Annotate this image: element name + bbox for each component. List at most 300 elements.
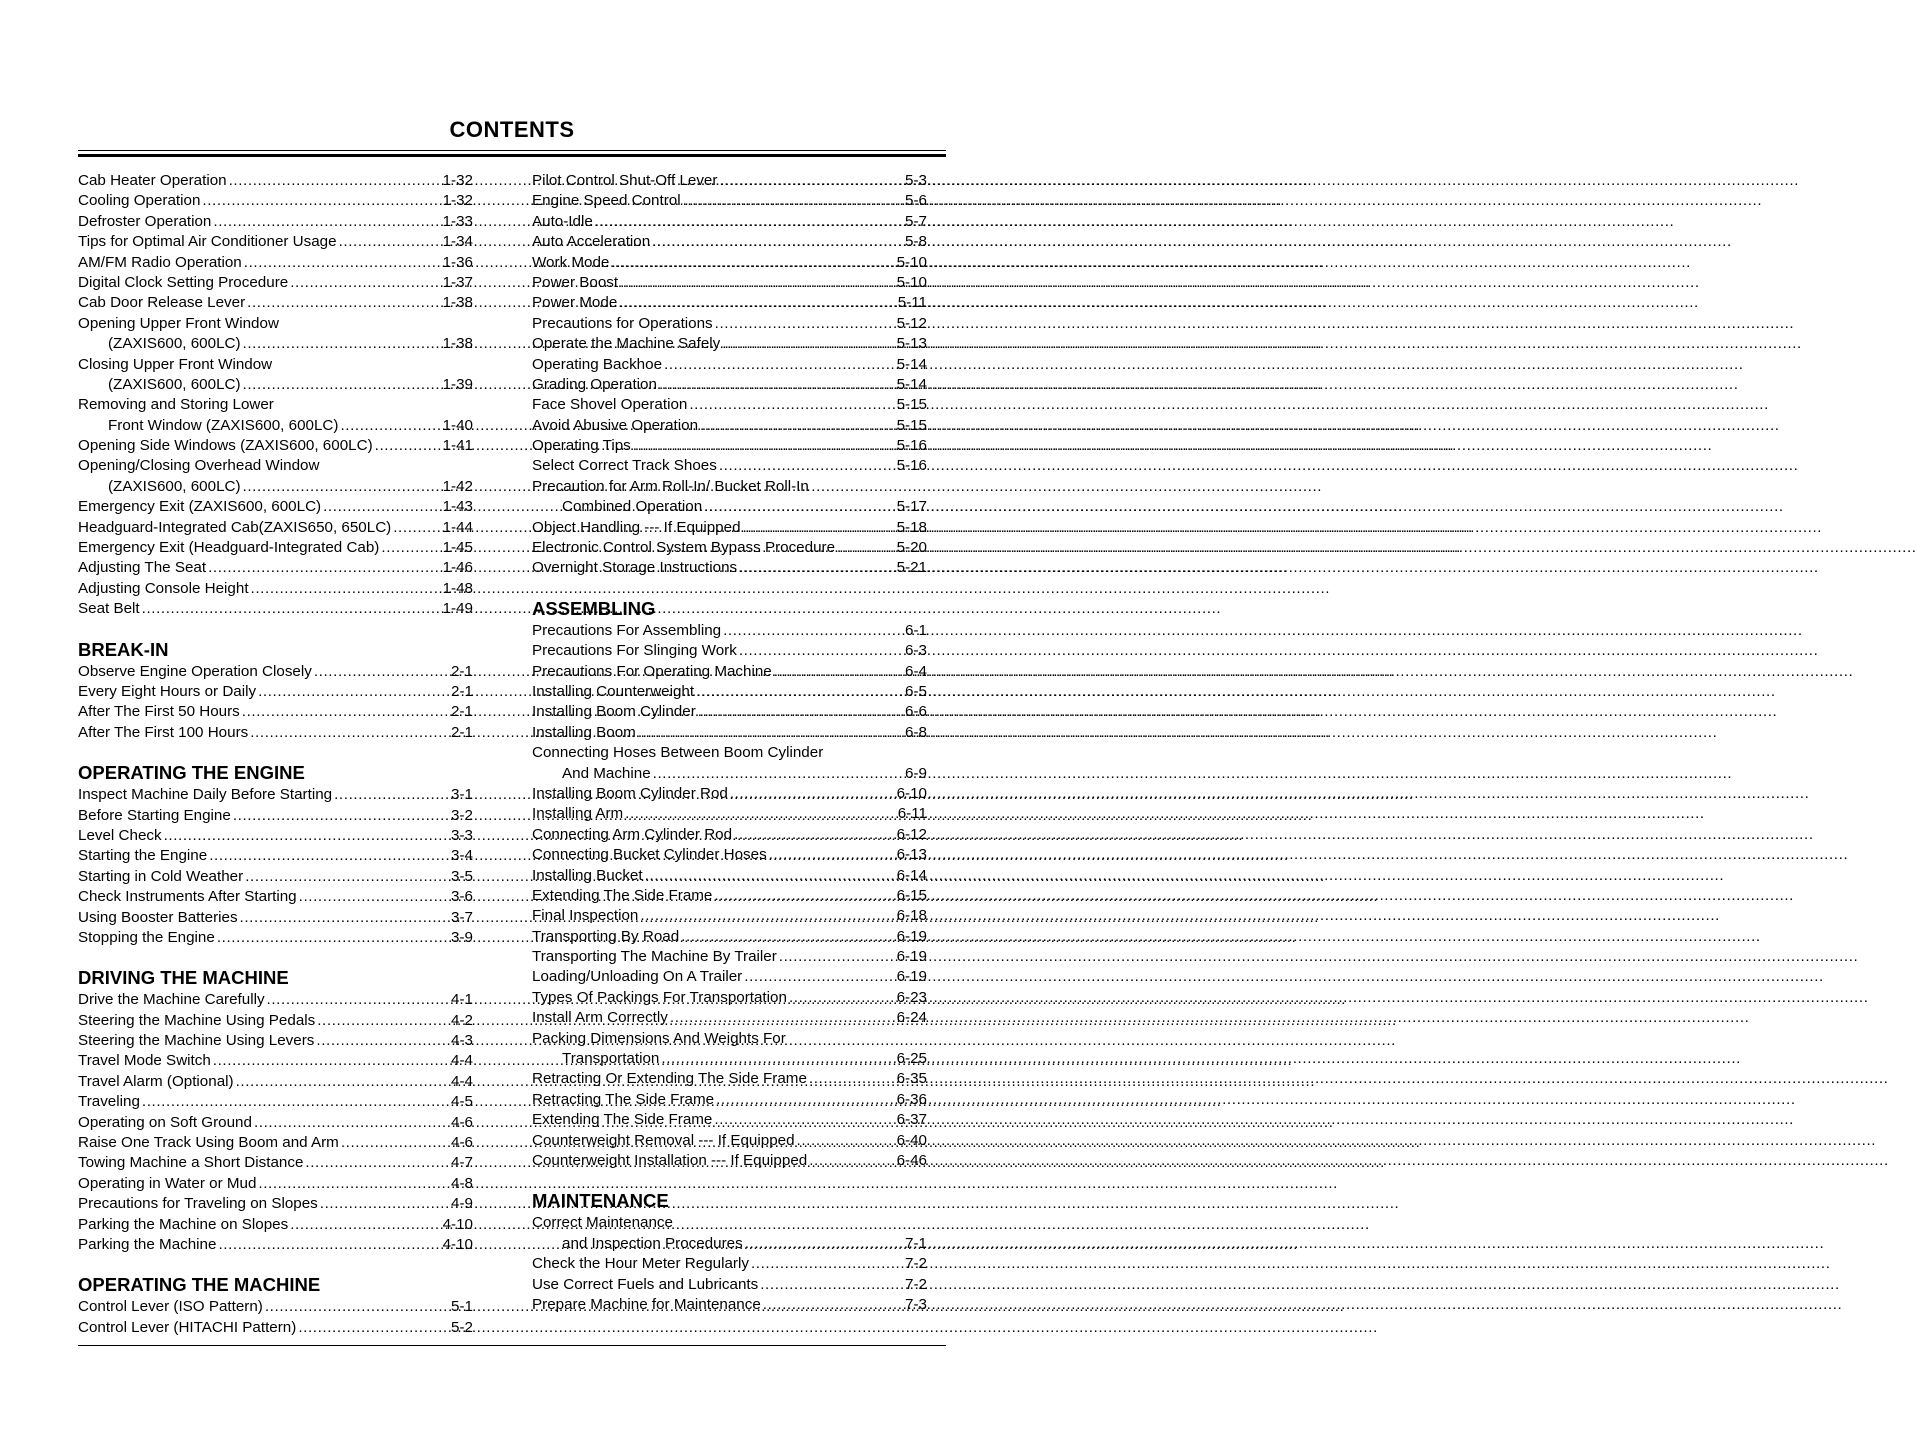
section-heading: DRIVING THE MACHINE <box>78 967 289 989</box>
toc-entry-title: Observe Engine Operation Closely <box>78 662 312 680</box>
toc-entry[interactable] <box>78 1072 473 1092</box>
toc-entry[interactable] <box>532 1131 927 1151</box>
dot-leader <box>739 641 903 661</box>
toc-entry[interactable] <box>78 785 473 805</box>
dot-leader <box>305 1153 449 1173</box>
toc-entry[interactable] <box>532 293 927 313</box>
toc-entry-title: Loading/Unloading On A Trailer <box>532 968 743 986</box>
dot-leader <box>240 908 450 928</box>
toc-entry-page: 5-15 <box>896 396 927 414</box>
toc-entry-title: Inspect Machine Daily Before Starting <box>78 786 333 804</box>
toc-entry-page: 5-20 <box>896 539 927 557</box>
toc-entry-title: (ZAXIS600, 600LC) <box>108 335 241 353</box>
dot-leader <box>715 314 895 334</box>
toc-left-column <box>78 171 473 1338</box>
dot-leader <box>719 171 903 191</box>
toc-entry[interactable] <box>532 702 927 722</box>
dot-leader <box>763 1295 903 1315</box>
dot-leader <box>653 764 903 784</box>
toc-entry-page: 1-33 <box>442 212 473 230</box>
toc-entry-title: Control Lever (ISO Pattern) <box>78 1298 263 1316</box>
toc-entry[interactable] <box>532 416 927 436</box>
toc-entry[interactable] <box>532 191 927 211</box>
dot-leader <box>242 702 449 722</box>
toc-entry-page: 5-13 <box>896 335 927 353</box>
toc-entry[interactable] <box>78 1092 473 1112</box>
toc-entry[interactable] <box>78 497 473 517</box>
toc-entry[interactable] <box>532 518 927 538</box>
toc-entry[interactable] <box>532 1090 927 1110</box>
toc-entry[interactable] <box>532 497 927 517</box>
dot-leader <box>722 334 894 354</box>
toc-entry[interactable] <box>78 1031 473 1051</box>
toc-entry[interactable] <box>532 662 927 682</box>
dot-leader <box>611 253 894 273</box>
toc-entry-page: 4-2 <box>451 1011 473 1029</box>
toc-entry-title: Towing Machine a Short Distance <box>78 1154 304 1172</box>
toc-entry-title-line: Closing Upper Front Window <box>78 355 273 373</box>
toc-entry-title: Work Mode <box>532 253 610 271</box>
toc-entry[interactable] <box>78 826 473 846</box>
toc-entry[interactable] <box>532 1254 927 1274</box>
toc-entry-title: Install Arm Correctly <box>532 1009 668 1027</box>
toc-entry-title: Digital Clock Setting Procedure <box>78 273 289 291</box>
dot-leader <box>299 887 449 907</box>
toc-entry-page: 5-17 <box>896 498 927 516</box>
toc-entry[interactable] <box>78 702 473 722</box>
toc-entry-page: 3-4 <box>451 847 473 865</box>
toc-entry[interactable] <box>78 293 473 313</box>
toc-entry-page: 4-7 <box>451 1154 473 1172</box>
toc-entry[interactable] <box>78 1318 473 1338</box>
toc-entry-page: 5-16 <box>896 457 927 475</box>
toc-entry[interactable] <box>78 273 473 293</box>
dot-leader <box>290 273 440 293</box>
toc-entry-title: Avoid Abusive Operation <box>532 416 699 434</box>
toc-entry-page: 1-41 <box>442 437 473 455</box>
toc-entry[interactable] <box>532 334 927 354</box>
toc-entry-title: Operating in Water or Mud <box>78 1174 257 1192</box>
toc-entry-title: and Inspection Procedures <box>562 1234 743 1252</box>
toc-entry-page: 1-49 <box>442 600 473 618</box>
toc-entry[interactable] <box>78 1011 473 1031</box>
toc-entry[interactable] <box>532 273 927 293</box>
title-rule-thin <box>78 150 946 151</box>
toc-entry-page: 1-32 <box>442 192 473 210</box>
toc-entry-page: 5-18 <box>896 518 927 536</box>
dot-leader <box>760 1275 903 1295</box>
toc-entry[interactable] <box>532 845 927 865</box>
dot-leader <box>393 518 440 538</box>
dot-leader <box>298 1318 449 1338</box>
toc-entry[interactable] <box>532 558 927 578</box>
toc-entry-page: 3-3 <box>451 826 473 844</box>
toc-entry[interactable] <box>532 355 927 375</box>
dot-leader <box>202 191 440 211</box>
dot-leader <box>339 232 441 252</box>
toc-entry[interactable] <box>78 990 473 1010</box>
section-heading: OPERATING THE MACHINE <box>78 1274 321 1296</box>
title-rule-thick <box>78 154 946 157</box>
toc-entry-page: 4-4 <box>451 1052 473 1070</box>
dot-leader <box>334 785 449 805</box>
toc-entry-title: Extending The Side Frame <box>532 886 713 904</box>
toc-entry-title: Connecting Bucket Cylinder Hoses <box>532 846 767 864</box>
toc-entry[interactable] <box>532 886 927 906</box>
toc-entry-title: Precautions for Traveling on Slopes <box>78 1195 318 1213</box>
toc-entry-page: 6-46 <box>896 1151 927 1169</box>
toc-entry-title: Installing Counterweight <box>532 682 695 700</box>
dot-leader <box>243 477 441 497</box>
dot-leader <box>789 988 895 1008</box>
toc-entry-page: 6-35 <box>896 1070 927 1088</box>
dot-leader <box>243 375 441 395</box>
toc-entry[interactable] <box>532 212 927 232</box>
dot-leader <box>730 784 895 804</box>
toc-entry[interactable] <box>532 1234 927 1254</box>
toc-entry-title: Cab Door Release Lever <box>78 294 246 312</box>
dot-leader <box>837 538 895 558</box>
toc-entry-title: Operate the Machine Safely <box>532 335 721 353</box>
toc-entry[interactable] <box>78 1215 473 1235</box>
toc-entry-title: Precautions For Assembling <box>532 621 722 639</box>
dot-leader <box>640 906 894 926</box>
toc-entry[interactable] <box>78 908 473 928</box>
dot-leader <box>317 1011 449 1031</box>
dot-leader <box>258 682 449 702</box>
toc-entry-title-line: Opening Upper Front Window <box>78 314 279 332</box>
toc-entry-title: Engine Speed Control <box>532 192 681 210</box>
toc-entry-title: Object Handling --- If Equipped <box>532 518 741 536</box>
toc-entry-title-line: Correct Maintenance <box>532 1214 673 1232</box>
dot-leader <box>265 1297 449 1317</box>
dot-leader <box>341 1133 449 1153</box>
toc-entry-page: 6-18 <box>896 907 927 925</box>
toc-entry-title: Emergency Exit (Headguard-Integrated Cab) <box>78 539 380 557</box>
dot-leader <box>797 1131 895 1151</box>
toc-entry[interactable] <box>78 212 473 232</box>
toc-entry[interactable] <box>78 887 473 907</box>
toc-entry-title: Starting in Cold Weather <box>78 867 244 885</box>
toc-entry-title: Grading Operation <box>532 375 657 393</box>
dot-leader <box>743 518 895 538</box>
toc-entry-page: 6-24 <box>896 1009 927 1027</box>
toc-entry-title: Steering the Machine Using Pedals <box>78 1011 316 1029</box>
toc-entry[interactable] <box>532 927 927 947</box>
toc-entry[interactable] <box>78 846 473 866</box>
toc-entry[interactable] <box>532 967 927 987</box>
toc-entry[interactable] <box>532 1275 927 1295</box>
dot-leader <box>236 1072 449 1092</box>
dot-leader <box>254 1113 449 1133</box>
toc-entry-title: Transporting The Machine By Trailer <box>532 948 777 966</box>
dot-leader <box>652 232 903 252</box>
dot-leader <box>258 1174 449 1194</box>
toc-entry[interactable] <box>78 682 473 702</box>
toc-entry[interactable] <box>532 866 927 886</box>
toc-entry-page: 7-2 <box>905 1275 927 1293</box>
toc-entry-title: Retracting The Side Frame <box>532 1090 715 1108</box>
toc-entry-page: 1-34 <box>442 233 473 251</box>
toc-entry[interactable] <box>78 191 473 211</box>
toc-entry[interactable] <box>532 253 927 273</box>
toc-entry[interactable] <box>78 171 473 191</box>
toc-entry[interactable] <box>78 1194 473 1214</box>
toc-entry-title: Parking the Machine on Slopes <box>78 1215 289 1233</box>
toc-entry-page: 1-32 <box>442 172 473 189</box>
dot-leader <box>681 927 894 947</box>
toc-entry-title: Travel Alarm (Optional) <box>78 1072 234 1090</box>
toc-entry[interactable] <box>78 375 473 395</box>
dot-leader <box>314 662 449 682</box>
toc-entry-page: 7-2 <box>905 1255 927 1273</box>
toc-entry-page: 5-10 <box>896 253 927 271</box>
toc-entry-title: Parking the Machine <box>78 1235 217 1253</box>
toc-entry[interactable] <box>532 906 927 926</box>
toc-entry-page: 4-3 <box>451 1032 473 1050</box>
toc-entry[interactable] <box>78 928 473 948</box>
dot-leader <box>700 416 895 436</box>
toc-entry[interactable] <box>78 1051 473 1071</box>
toc-entry-title: Check Instruments After Starting <box>78 888 297 906</box>
toc-entry-page: 5-6 <box>905 192 927 210</box>
toc-entry[interactable] <box>532 1049 927 1069</box>
toc-entry-title: Precautions For Operating Machine <box>532 662 772 680</box>
toc-entry-page: 1-43 <box>442 498 473 516</box>
toc-entry-page: 6-4 <box>905 662 927 680</box>
toc-entry[interactable] <box>78 723 473 743</box>
toc-entry[interactable] <box>78 599 473 619</box>
toc-entry-page: 4-5 <box>451 1093 473 1111</box>
toc-entry[interactable] <box>532 1069 927 1089</box>
toc-entry-title: Drive the Machine Carefully <box>78 991 265 1009</box>
toc-entry[interactable] <box>78 662 473 682</box>
toc-entry-page: 1-42 <box>442 477 473 495</box>
toc-entry[interactable] <box>532 232 927 252</box>
toc-entry[interactable] <box>78 334 473 354</box>
toc-entry[interactable] <box>78 867 473 887</box>
toc-entry[interactable] <box>78 232 473 252</box>
toc-entry-title: Opening Side Windows (ZAXIS600, 600LC) <box>78 437 373 455</box>
toc-entry[interactable] <box>532 988 927 1008</box>
toc-entry[interactable] <box>532 621 927 641</box>
dot-leader <box>716 1090 895 1110</box>
toc-entry[interactable] <box>78 1297 473 1317</box>
toc-entry-page: 1-36 <box>442 253 473 271</box>
toc-entry[interactable] <box>532 171 927 191</box>
toc-entry[interactable] <box>532 764 927 784</box>
toc-entry-page: 4-1 <box>451 991 473 1009</box>
toc-entry-page: 6-1 <box>905 621 927 639</box>
toc-entry-page: 2-1 <box>451 662 473 680</box>
toc-entry-page: 1-45 <box>442 539 473 557</box>
dot-leader <box>233 806 449 826</box>
toc-entry-title: Final Inspection <box>532 907 639 925</box>
toc-entry-page: 6-19 <box>896 968 927 986</box>
toc-entry-page: 5-8 <box>905 233 927 251</box>
toc-entry[interactable] <box>532 1151 927 1171</box>
toc-entry[interactable] <box>78 1174 473 1194</box>
toc-entry[interactable] <box>532 641 927 661</box>
toc-entry-title: Seat Belt <box>78 600 140 618</box>
toc-entry-page: 6-40 <box>896 1131 927 1149</box>
toc-entry-title: Cab Heater Operation <box>78 172 227 189</box>
toc-entry[interactable] <box>532 784 927 804</box>
toc-entry-page: 6-25 <box>896 1050 927 1068</box>
toc-entry-title-line: Packing Dimensions And Weights For <box>532 1029 786 1047</box>
toc-entry-page: 1-48 <box>442 579 473 597</box>
toc-entry-title: Every Eight Hours or Daily <box>78 682 257 700</box>
toc-entry-page: 6-14 <box>896 866 927 884</box>
toc-entry[interactable] <box>532 682 927 702</box>
toc-entry[interactable] <box>532 395 927 415</box>
toc-entry-page: 6-6 <box>905 703 927 721</box>
section-heading: MAINTENANCE <box>532 1190 669 1212</box>
dot-leader <box>734 825 895 845</box>
toc-entry-title: Operating on Soft Ground <box>78 1113 252 1131</box>
toc-entry-title: Adjusting Console Height <box>78 579 249 597</box>
toc-entry[interactable] <box>78 558 473 578</box>
toc-entry-title: Emergency Exit (ZAXIS600, 600LC) <box>78 498 322 516</box>
toc-entry-title: Combined Operation <box>562 498 703 516</box>
dot-leader <box>664 355 895 375</box>
toc-entry-page: 2-1 <box>451 703 473 721</box>
toc-entry-title: Installing Boom <box>532 723 636 741</box>
dot-leader <box>250 723 449 743</box>
toc-entry-page: 6-37 <box>896 1111 927 1129</box>
toc-entry-page: 5-1 <box>451 1298 473 1316</box>
toc-entry[interactable] <box>78 416 473 436</box>
toc-entry-title: Installing Boom Cylinder <box>532 703 696 721</box>
toc-entry-title: Installing Boom Cylinder Rod <box>532 784 728 802</box>
toc-entry[interactable] <box>532 436 927 456</box>
toc-entry-title: Installing Arm <box>532 805 624 823</box>
dot-leader <box>723 621 903 641</box>
toc-entry[interactable] <box>532 825 927 845</box>
toc-entry[interactable] <box>78 253 473 273</box>
toc-entry-page: 2-1 <box>451 723 473 741</box>
toc-entry-title: Traveling <box>78 1093 140 1111</box>
toc-entry-title: Precautions For Slinging Work <box>532 642 737 660</box>
toc-entry-page: 6-36 <box>896 1090 927 1108</box>
toc-entry-title: Level Check <box>78 826 162 844</box>
toc-entry[interactable] <box>532 804 927 824</box>
dot-leader <box>683 191 903 211</box>
toc-entry-page: 6-13 <box>896 846 927 864</box>
toc-entry-title: Counterweight Removal --- If Equipped <box>532 1131 795 1149</box>
dot-leader <box>714 1110 894 1130</box>
toc-entry[interactable] <box>78 477 473 497</box>
toc-entry-title: Select Correct Track Shoes <box>532 457 717 475</box>
toc-entry[interactable] <box>532 538 927 558</box>
dot-leader <box>670 1008 895 1028</box>
dot-leader <box>217 928 449 948</box>
dot-leader <box>744 967 894 987</box>
toc-entry-title: Prepare Machine for Maintenance <box>532 1295 761 1313</box>
dot-leader <box>142 1092 449 1112</box>
dot-leader <box>769 845 895 865</box>
toc-entry-title: Power Boost <box>532 273 619 291</box>
toc-entry[interactable] <box>78 1133 473 1153</box>
dot-leader <box>689 395 894 415</box>
dot-leader <box>243 334 441 354</box>
toc-entry-title: Installing Bucket <box>532 866 643 884</box>
toc-entry[interactable] <box>78 538 473 558</box>
dot-leader <box>316 1031 449 1051</box>
dot-leader <box>375 436 441 456</box>
toc-entry-page: 1-46 <box>442 559 473 577</box>
toc-entry-page: 6-23 <box>896 988 927 1006</box>
dot-leader <box>218 1235 440 1255</box>
toc-entry-title: Extending The Side Frame <box>532 1111 713 1129</box>
toc-entry-title: Power Mode <box>532 294 618 312</box>
toc-entry[interactable] <box>78 579 473 599</box>
toc-entry-page: 6-9 <box>905 764 927 782</box>
toc-entry[interactable] <box>532 1295 927 1315</box>
dot-leader <box>645 866 895 886</box>
dot-leader <box>809 1069 895 1089</box>
section-heading: ASSEMBLING <box>532 597 656 619</box>
toc-entry-title: Overnight Storage Instructions <box>532 559 738 577</box>
dot-leader <box>625 804 896 824</box>
section-heading: BREAK-IN <box>78 638 169 660</box>
toc-entry[interactable] <box>532 375 927 395</box>
toc-entry-page: 6-19 <box>896 948 927 966</box>
toc-entry-title: After The First 50 Hours <box>78 703 240 721</box>
toc-entry[interactable] <box>78 806 473 826</box>
dot-leader <box>619 293 895 313</box>
page-title: CONTENTS <box>449 117 575 142</box>
toc-entry[interactable] <box>78 436 473 456</box>
toc-entry[interactable] <box>78 1113 473 1133</box>
toc-entry-title: Transporting By Road <box>532 927 680 945</box>
toc-entry-title: Control Lever (HITACHI Pattern) <box>78 1318 297 1336</box>
toc-entry-title: Use Correct Fuels and Lubricants <box>532 1275 759 1293</box>
toc-entry[interactable] <box>78 1235 473 1255</box>
toc-entry[interactable] <box>532 456 927 476</box>
toc-entry-title: Face Shovel Operation <box>532 396 688 414</box>
toc-entry-title: Travel Mode Switch <box>78 1052 211 1070</box>
toc-entry[interactable] <box>532 723 927 743</box>
toc-entry[interactable] <box>78 1153 473 1173</box>
toc-entry[interactable] <box>532 1008 927 1028</box>
toc-entry-page: 5-7 <box>905 212 927 230</box>
toc-entry-title: Connecting Arm Cylinder Rod <box>532 825 733 843</box>
toc-entry[interactable] <box>532 1110 927 1130</box>
toc-entry-title: Adjusting The Seat <box>78 559 207 577</box>
toc-entry-page: 6-3 <box>905 642 927 660</box>
dot-leader <box>213 1051 449 1071</box>
toc-entry[interactable] <box>532 947 927 967</box>
toc-entry-page: 5-14 <box>896 355 927 373</box>
toc-entry-page: 3-9 <box>451 928 473 946</box>
toc-entry[interactable] <box>78 518 473 538</box>
toc-entry-page: 4-8 <box>451 1174 473 1192</box>
dot-leader <box>696 682 903 702</box>
dot-leader <box>698 702 903 722</box>
dot-leader <box>739 558 894 578</box>
toc-entry-title: Cooling Operation <box>78 192 201 210</box>
dot-leader <box>229 171 441 191</box>
toc-entry-page: 5-12 <box>896 314 927 332</box>
toc-entry-page: 5-15 <box>896 416 927 434</box>
dot-leader <box>661 1049 894 1069</box>
dot-leader <box>208 558 441 578</box>
toc-entry-page: 1-38 <box>442 335 473 353</box>
toc-entry-page: 2-1 <box>451 682 473 700</box>
toc-entry[interactable] <box>532 314 927 334</box>
dot-leader <box>633 436 895 456</box>
